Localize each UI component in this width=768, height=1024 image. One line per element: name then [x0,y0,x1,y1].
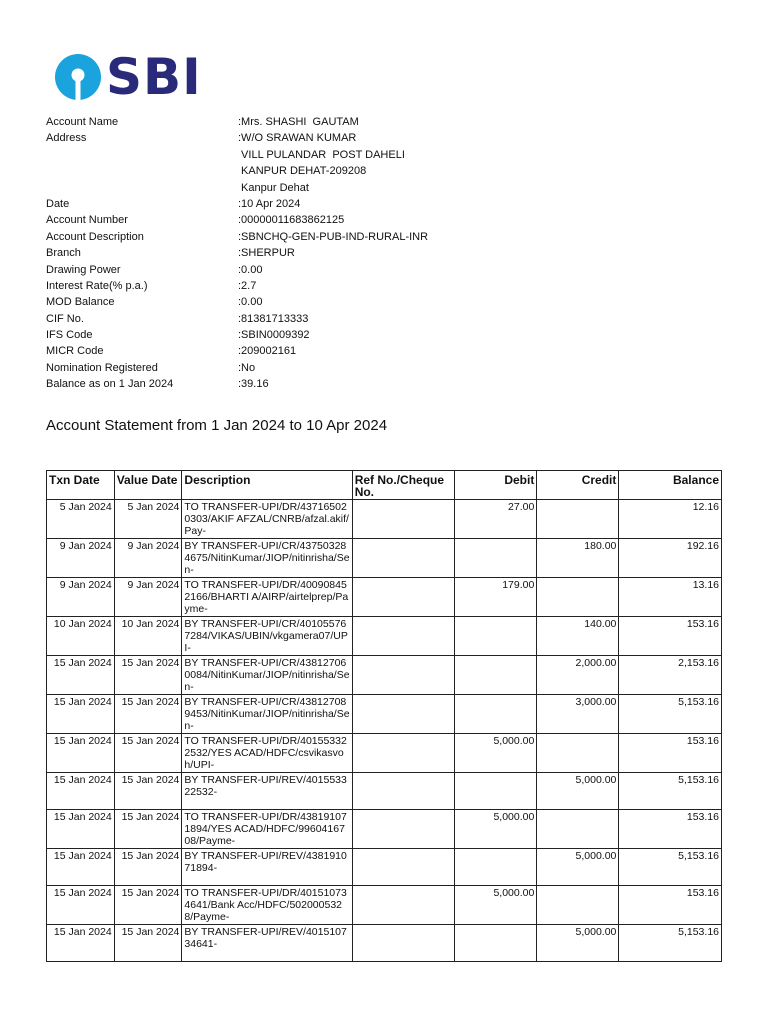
cell-credit: 180.00 [537,539,619,578]
info-value: :SBNCHQ-GEN-PUB-IND-RURAL-INR [238,230,429,243]
info-value: KANPUR DEHAT-209208 [238,165,367,178]
cell-description: TO TRANSFER-UPI/DR/401510734641/Bank Acc/HDFC/5020005328/Payme- [182,886,352,925]
cell-ref-no [352,925,455,962]
header-debit: Debit [455,471,537,500]
cell-balance: 5,153.16 [619,773,722,810]
info-label [46,147,238,163]
table-row [47,925,722,962]
cell-balance: 153.16 [619,617,722,656]
cell-txn-date: 10 Jan 2024 [47,617,115,656]
table-row [47,773,722,810]
sbi-keyhole-icon [54,53,102,101]
cell-balance: 192.16 [619,539,722,578]
cell-txn-date: 9 Jan 2024 [47,578,115,617]
cell-ref-no [352,578,455,617]
table-row [47,695,722,734]
info-label: Account Description [46,230,144,243]
cell-ref-no [352,617,455,656]
cell-ref-no [352,656,455,695]
cell-description: TO TRANSFER-UPI/DR/401553322532/YES ACAD/HDFC/csvikasvoh/UPI- [182,734,352,773]
info-label [46,180,238,196]
cell-description: BY TRANSFER-UPI/REV/401553322532- [182,773,352,810]
header-value-date: Value Date [114,471,182,500]
info-value: :209002161 [238,345,297,358]
info-value: :Mrs. SHASHI GAUTAM [238,116,359,128]
info-row [46,327,428,343]
info-row [46,376,428,392]
info-label: Balance as on 1 Jan 2024 [46,378,174,391]
cell-debit [455,849,537,886]
cell-txn-date: 15 Jan 2024 [47,849,115,886]
cell-ref-no [352,810,455,849]
info-label: MOD Balance [46,296,115,309]
header-description: Description [182,471,352,500]
cell-debit: 5,000.00 [455,886,537,925]
cell-debit: 27.00 [455,500,537,539]
info-value: :SHERPUR [238,247,295,260]
table-row [47,849,722,886]
cell-ref-no [352,886,455,925]
info-value: VILL PULANDAR POST DAHELI [238,148,405,161]
cell-debit: 179.00 [455,578,537,617]
info-label: Interest Rate(% p.a.) [46,279,148,292]
cell-value-date: 15 Jan 2024 [114,925,182,962]
cell-description: BY TRANSFER-UPI/CR/438127060084/NitinKumar/JIOP/nitinrisha/Sen- [182,656,352,695]
cell-txn-date: 15 Jan 2024 [47,886,115,925]
cell-value-date: 15 Jan 2024 [114,695,182,734]
info-value: :SBIN0009392 [238,329,310,342]
cell-balance: 153.16 [619,734,722,773]
table-row [47,734,722,773]
table-row [47,500,722,539]
cell-credit [537,886,619,925]
cell-ref-no [352,695,455,734]
cell-credit: 3,000.00 [537,695,619,734]
info-label: Account Number [46,214,128,227]
cell-value-date: 10 Jan 2024 [114,617,182,656]
cell-credit [537,578,619,617]
cell-ref-no [352,773,455,810]
cell-debit [455,539,537,578]
cell-value-date: 15 Jan 2024 [114,734,182,773]
cell-balance: 12.16 [619,500,722,539]
cell-description: TO TRANSFER-UPI/DR/400908452166/BHARTI A/AIRP/airtelprep/Payme- [182,578,352,617]
cell-credit: 5,000.00 [537,849,619,886]
info-value: :0.00 [238,263,263,276]
info-row [46,163,428,179]
cell-debit [455,617,537,656]
cell-description: BY TRANSFER-UPI/REV/401510734641- [182,925,352,962]
info-value: :81381713333 [238,312,309,325]
cell-credit: 5,000.00 [537,925,619,962]
cell-txn-date: 15 Jan 2024 [47,656,115,695]
info-value: :10 Apr 2024 [238,197,301,210]
cell-credit: 140.00 [537,617,619,656]
cell-credit: 5,000.00 [537,773,619,810]
info-row [46,114,428,130]
cell-ref-no [352,500,455,539]
table-row [47,656,722,695]
cell-txn-date: 15 Jan 2024 [47,810,115,849]
table-header-row [47,471,722,500]
transactions-table [46,470,722,962]
info-row [46,180,428,196]
cell-description: BY TRANSFER-UPI/CR/438127089453/NitinKumar/JIOP/nitinrisha/Sen- [182,695,352,734]
sbi-logo [54,48,202,106]
cell-value-date: 15 Jan 2024 [114,810,182,849]
info-value: :00000011683862125 [238,214,345,227]
info-value: :0.00 [238,296,263,309]
cell-value-date: 9 Jan 2024 [114,539,182,578]
info-row [46,262,428,278]
cell-balance: 13.16 [619,578,722,617]
cell-balance: 5,153.16 [619,695,722,734]
info-row [46,311,428,327]
info-row [46,147,428,163]
cell-debit [455,773,537,810]
cell-description: BY TRANSFER-UPI/CR/437503284675/NitinKumar/JIOP/nitinrisha/Sen- [182,539,352,578]
cell-value-date: 5 Jan 2024 [114,500,182,539]
info-label: Date [46,197,70,210]
header-txn-date: Txn Date [47,471,115,500]
info-label: CIF No. [46,312,84,325]
table-row [47,810,722,849]
table-row [47,886,722,925]
cell-debit: 5,000.00 [455,810,537,849]
header-balance: Balance [619,471,722,500]
cell-balance: 5,153.16 [619,925,722,962]
cell-txn-date: 15 Jan 2024 [47,695,115,734]
info-label: Drawing Power [46,263,121,276]
cell-description: BY TRANSFER-UPI/REV/438191071894- [182,849,352,886]
cell-credit [537,810,619,849]
info-row [46,294,428,310]
info-label: Nomination Registered [46,361,158,374]
table-row [47,617,722,656]
cell-credit [537,500,619,539]
cell-txn-date: 15 Jan 2024 [47,773,115,810]
cell-description: TO TRANSFER-UPI/DR/437165020303/AKIF AFZAL/CNRB/afzal.akif/Pay- [182,500,352,539]
info-label: Branch [46,247,81,260]
cell-credit [537,734,619,773]
info-label: MICR Code [46,345,104,358]
cell-txn-date: 5 Jan 2024 [47,500,115,539]
table-row [47,539,722,578]
info-value: :No [238,361,256,374]
cell-description: BY TRANSFER-UPI/CR/401055767284/VIKAS/UBIN/vkgamera07/UPI- [182,617,352,656]
cell-debit [455,695,537,734]
info-label: IFS Code [46,329,93,342]
cell-ref-no [352,539,455,578]
account-info [46,114,428,393]
cell-value-date: 9 Jan 2024 [114,578,182,617]
transactions-body [47,500,722,962]
cell-ref-no [352,849,455,886]
cell-debit [455,656,537,695]
info-label: Account Name [46,116,119,128]
statement-title: Account Statement from 1 Jan 2024 to 10 Apr 2024 [46,417,388,434]
info-value: Kanpur Dehat [238,181,309,194]
info-row [46,245,428,261]
cell-value-date: 15 Jan 2024 [114,849,182,886]
cell-credit: 2,000.00 [537,656,619,695]
cell-value-date: 15 Jan 2024 [114,773,182,810]
table-row [47,578,722,617]
cell-value-date: 15 Jan 2024 [114,656,182,695]
info-value: :2.7 [238,279,257,292]
info-value: :W/O SRAWAN KUMAR [238,132,357,145]
cell-debit [455,925,537,962]
cell-txn-date: 15 Jan 2024 [47,734,115,773]
info-row [46,212,428,228]
cell-balance: 153.16 [619,810,722,849]
brand-name: SBI [106,48,202,106]
cell-value-date: 15 Jan 2024 [114,886,182,925]
cell-txn-date: 15 Jan 2024 [47,925,115,962]
info-row [46,278,428,294]
cell-balance: 153.16 [619,886,722,925]
info-value: :39.16 [238,378,269,391]
cell-ref-no [352,734,455,773]
info-row [46,343,428,359]
cell-description: TO TRANSFER-UPI/DR/438191071894/YES ACAD/HDFC/9960416708/Payme- [182,810,352,849]
cell-txn-date: 9 Jan 2024 [47,539,115,578]
cell-debit: 5,000.00 [455,734,537,773]
info-row [46,360,428,376]
cell-balance: 2,153.16 [619,656,722,695]
info-row [46,196,428,212]
info-label: Address [46,132,87,145]
info-label [46,163,238,179]
info-row [46,130,428,146]
cell-balance: 5,153.16 [619,849,722,886]
header-credit: Credit [537,471,619,500]
header-ref-no: Ref No./Cheque No. [352,471,455,500]
info-row [46,229,428,245]
